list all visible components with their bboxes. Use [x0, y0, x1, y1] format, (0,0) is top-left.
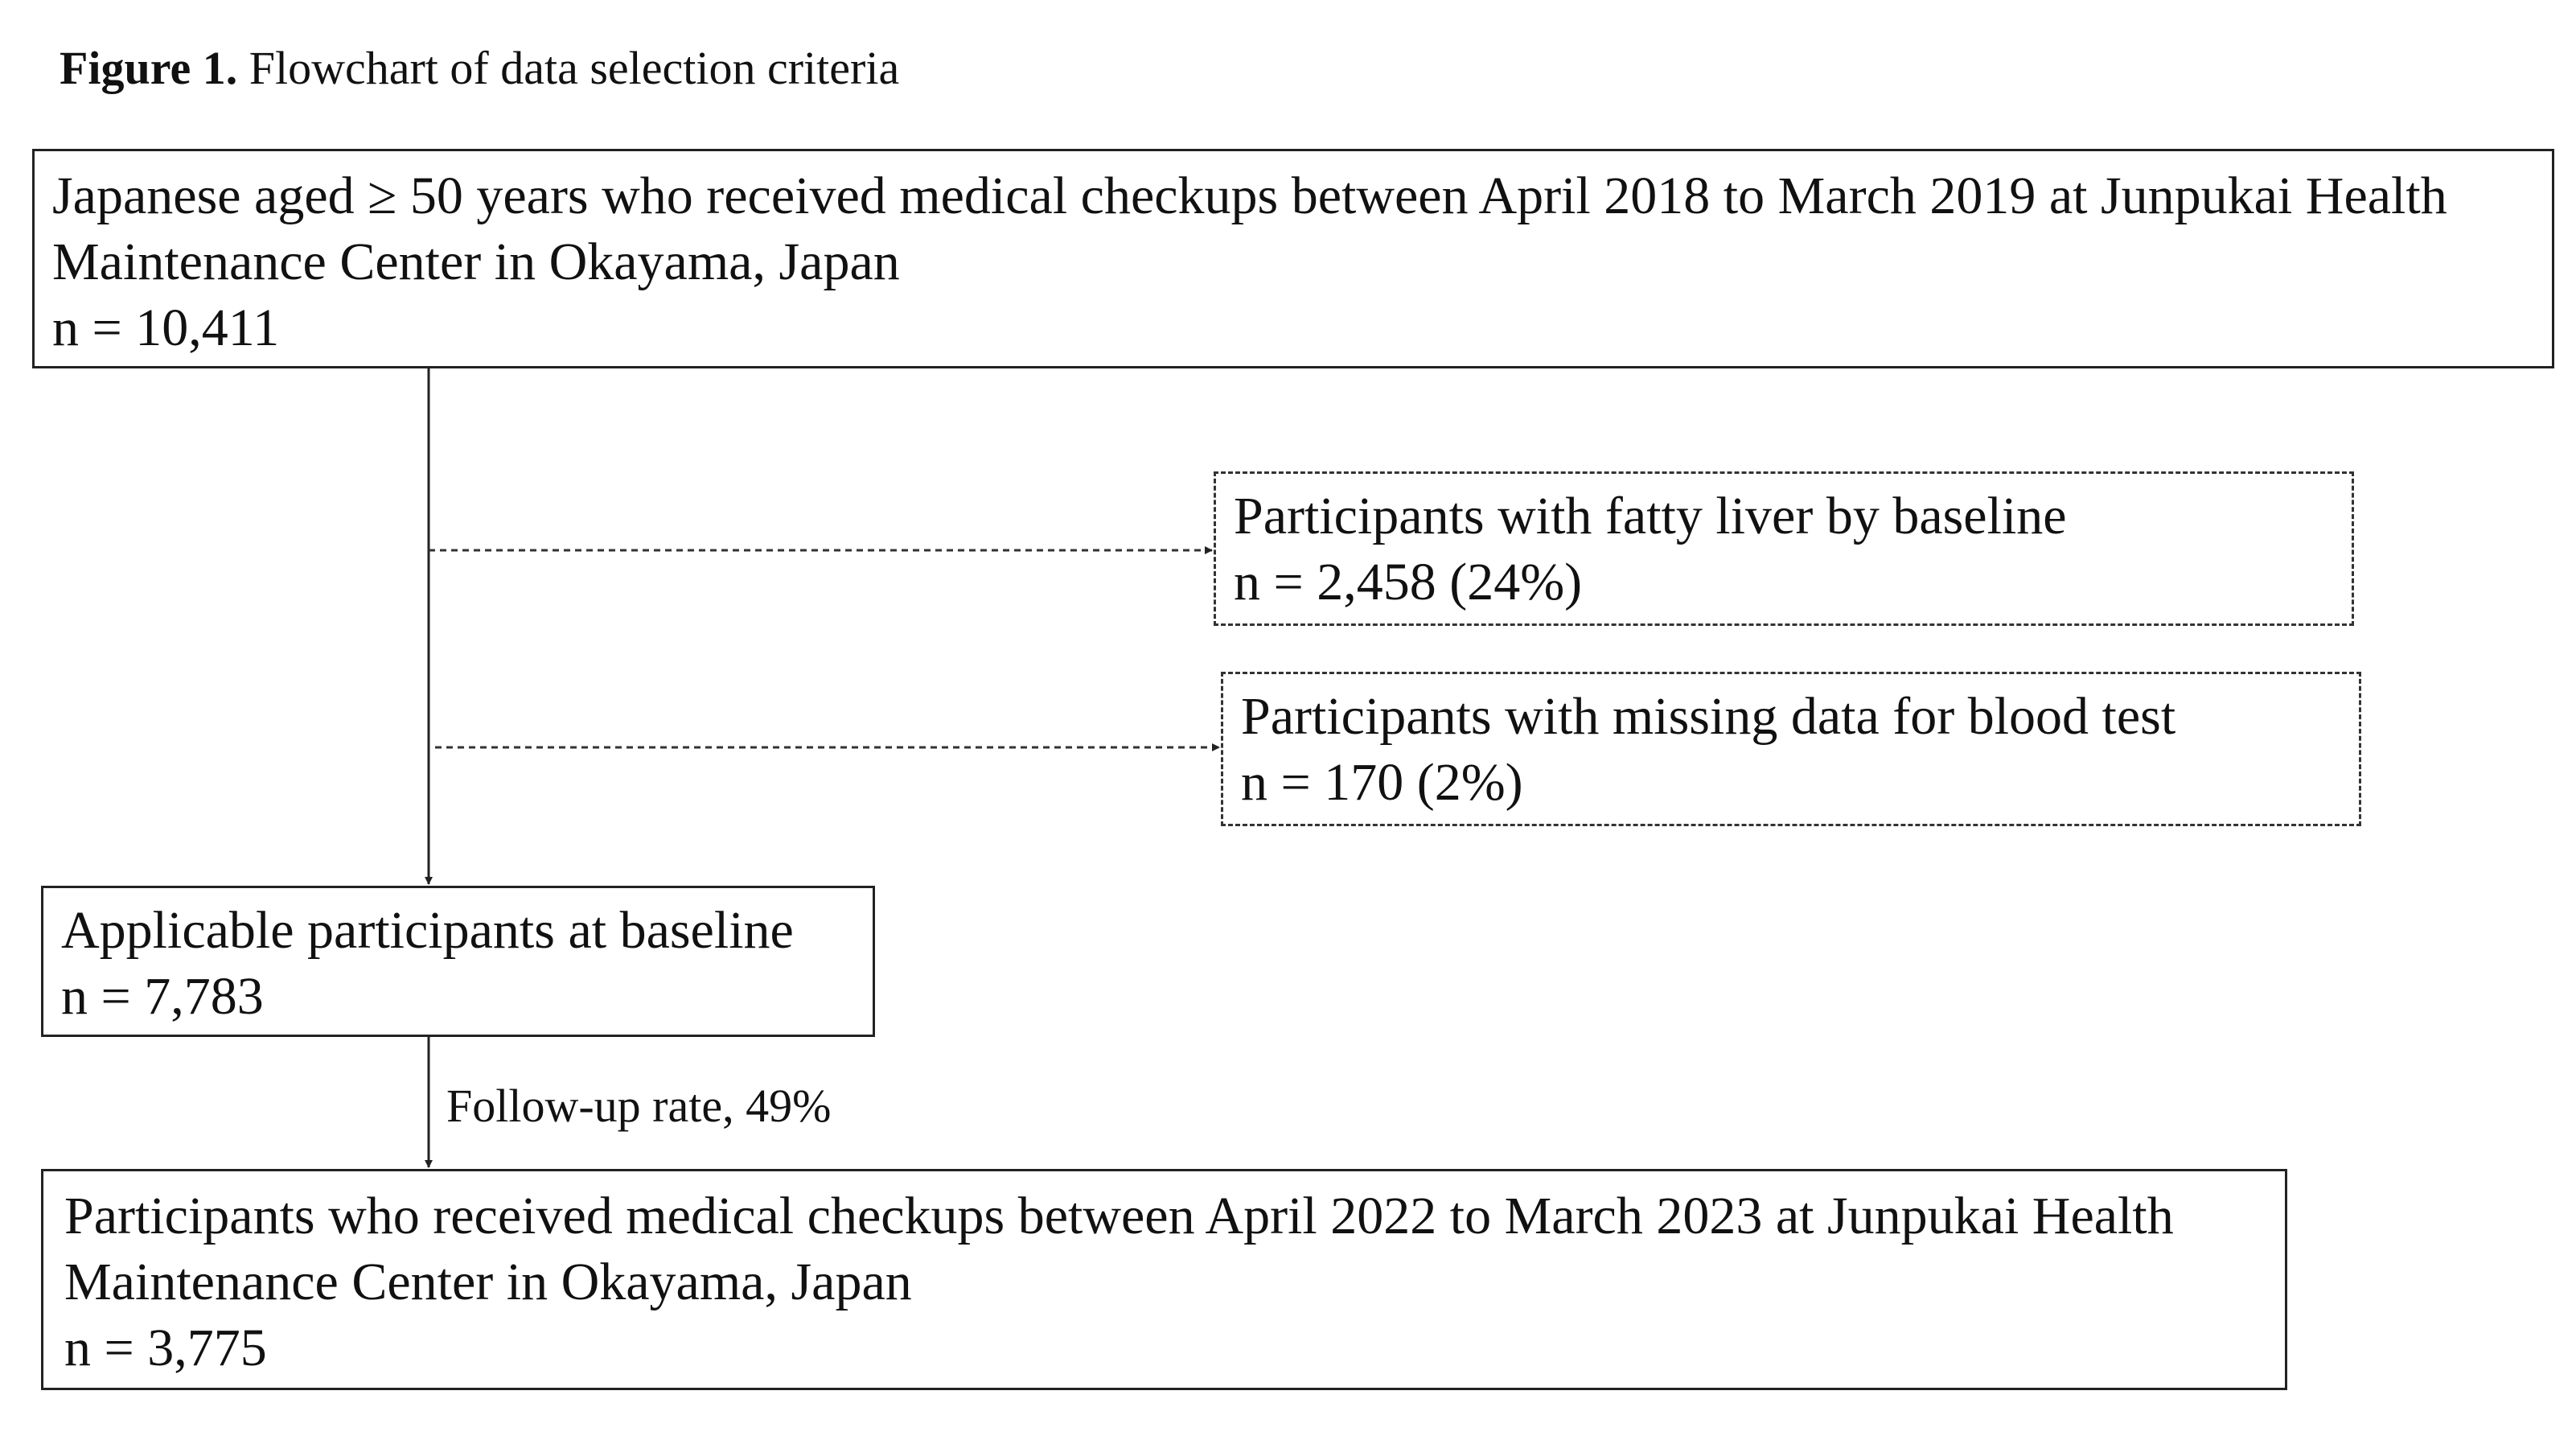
box-text-line: Participants with missing data for blood test [1241, 687, 2176, 746]
box-count: n = 170 (2%) [1241, 753, 1523, 812]
box-count: n = 7,783 [61, 967, 264, 1026]
box-text-line: Japanese aged ≥ 50 years who received medical checkups between April 2018 to March 2019 at Junpukai Health [52, 167, 2447, 225]
flow-box-exclusion-missing-blood [1221, 672, 2361, 826]
box-count: n = 2,458 (24%) [1234, 553, 1583, 611]
followup-rate-label: Follow-up rate, 49% [446, 1080, 832, 1132]
flow-box-followup-participants [41, 1169, 2287, 1390]
box-text-line: Applicable participants at baseline [61, 901, 794, 960]
flow-box-exclusion-fatty-liver [1214, 471, 2354, 626]
box-text-line: Participants who received medical checkups between April 2022 to March 2023 at Junpukai Health [64, 1187, 2174, 1245]
figure-caption-text: Flowchart of data selection criteria [249, 42, 900, 94]
box-count: n = 10,411 [52, 298, 280, 357]
box-text-line: Participants with fatty liver by baseline [1234, 487, 2067, 545]
flow-box-initial-population [32, 149, 2554, 368]
figure-caption-label: Figure 1. [60, 42, 238, 94]
box-text-line: Maintenance Center in Okayama, Japan [64, 1253, 912, 1311]
box-text-line: Maintenance Center in Okayama, Japan [52, 232, 900, 291]
flow-box-baseline-participants [41, 886, 875, 1037]
box-count: n = 3,775 [64, 1319, 267, 1377]
